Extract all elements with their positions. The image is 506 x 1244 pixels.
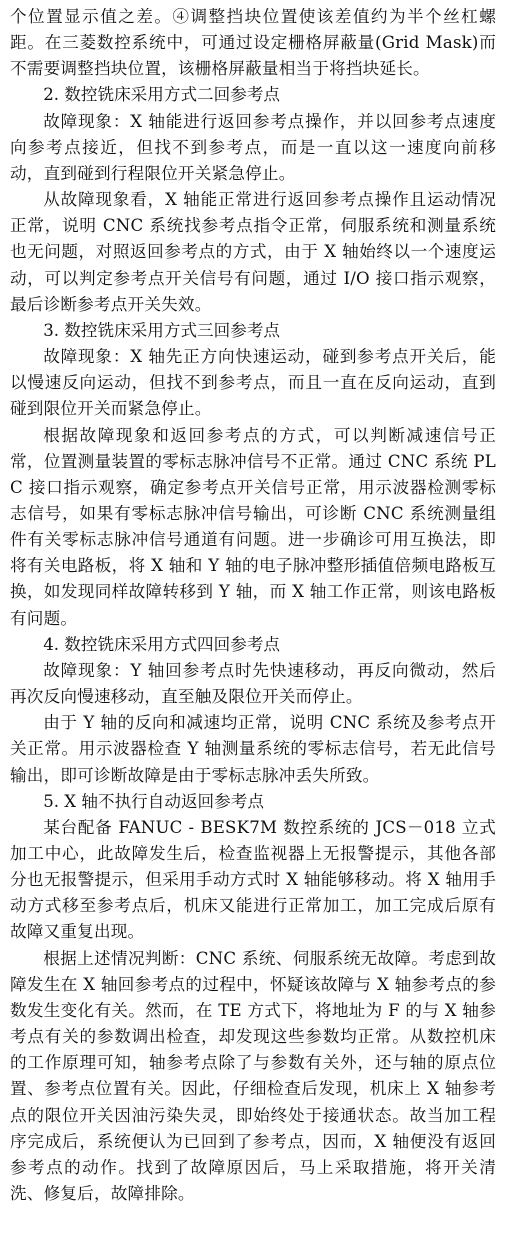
paragraph-analysis-2: 从故障现象看，X 轴能正常进行返回参考点操作且运动情况正常，说明 CNC 系统找参考点指令正常，伺服系统和测量系统也无问题，对照返回参考点的方式，由于 X 轴始终以一个速度运动，可以判定参考点开关信号有问题，通过 I/O 接口指示观察，最后诊断参考点开关失效。 [10,190,496,314]
paragraph-fault-4: 故障现象：Y 轴回参考点时先快速移动，再反向微动，然后再次反向慢速移动，直至触及限位开关而停止。 [10,660,496,707]
paragraph-fault-2: 故障现象：X 轴能进行返回参考点操作，并以回参考点速度向参考点接近，但找不到参考点，而是一直以这一速度向前移动，直到碰到行程限位开关紧急停止。 [10,111,496,183]
paragraph-case-5: 某台配备 FANUC - BESK7M 数控系统的 JCS－018 立式加工中心，此故障发生后，检查监视器上无报警提示，其他各部分也无报警提示，但采用手动方式时 X 轴能够移动。将 X 轴用手动方式移至参考点后，机床又能进行正常加工，加工完成后原有故障又重复出现。 [10,817,496,942]
paragraph-intro: 个位置显示值之差。④调整挡块位置使该差值约为半个丝杠螺距。在三菱数控系统中，可通过设定栅格屏蔽量(Grid Mask)而不需要调整挡块位置，该栅格屏蔽量相当于将挡块延长。 [10,7,496,79]
paragraph-analysis-5: 根据上述情况判断：CNC 系统、伺服系统无故障。考虑到故障发生在 X 轴回参考点的过程中，怀疑该故障与 X 轴参考点的参数发生变化有关。然而，在 TE 方式下，将地址为 F 的与 X 轴参考点有关的参数调出检查，却发现这些参数均正常。从数控机床的工作原理可知，轴参考点除了与参数有关外，还与轴的原点位置、参考点位置有关。因此，仔细检查后发现，机床上 X 轴参考点的限位开关因油污染失灵，即始终处于接通状态。故当加工程序完成后，系统便认为已回到了参考点，因而，X 轴便没有返回参考点的动作。找到了故障原因后，马上采取措施，将开关清洗、修复后，故障排除。 [10,948,496,1204]
section-heading-4: 4. 数控铣床采用方式四回参考点 [43,634,281,654]
paragraph-analysis-4: 由于 Y 轴的反向和减速均正常，说明 CNC 系统及参考点开关正常。用示波器检查 Y 轴测量系统的零标志信号，若无此信号输出，即可诊断故障是由于零标志脉冲丢失所致。 [10,713,496,785]
paragraph-analysis-3: 根据故障现象和返回参考点的方式，可以判断减速信号正常，位置测量装置的零标志脉冲信号不正常。通过 CNC 系统 PLC 接口指示观察，确定参考点开关信号正常，用示波器检测零标志信号，如果有零标志脉冲信号输出，可诊断 CNC 系统测量组件有关零标志脉冲信号通道有问题。进一步确诊可用互换法，即将有关电路板，将 X 轴和 Y 轴的电子脉冲整形插值倍频电路板互换，如发现同样故障转移到 Y 轴，而 X 轴工作正常，则该电路板有问题。 [10,425,496,628]
section-heading-2: 2. 数控铣床采用方式二回参考点 [43,85,281,105]
section-heading-3: 3. 数控铣床采用方式三回参考点 [43,320,281,340]
section-heading-5: 5. X 轴不执行自动返回参考点 [43,791,264,811]
paragraph-fault-3: 故障现象：X 轴先正方向快速运动，碰到参考点开关后，能以慢速反向运动，但找不到参考点，而且一直在反向运动，直到碰到限位开关而紧急停止。 [10,347,496,419]
